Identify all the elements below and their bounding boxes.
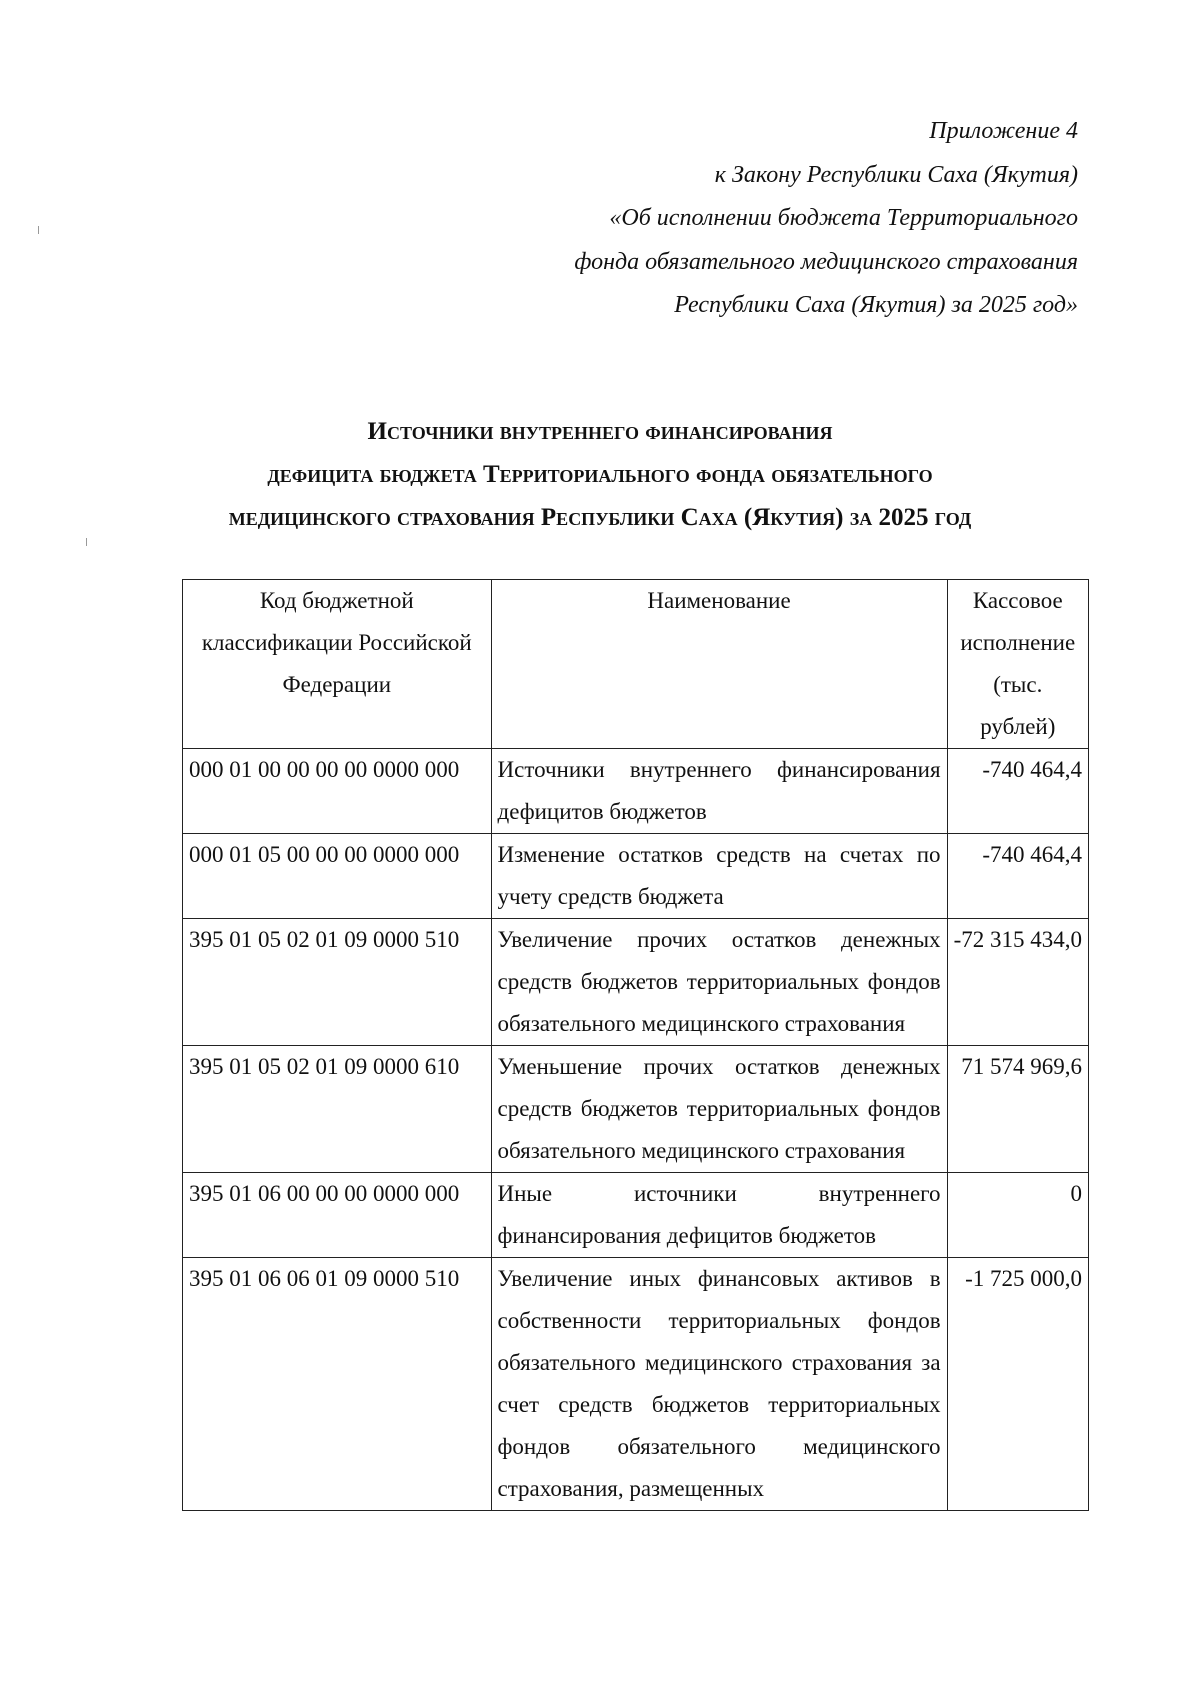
cell-code: 000 01 00 00 00 00 0000 000 bbox=[183, 749, 492, 834]
appendix-line: Приложение 4 bbox=[929, 118, 1078, 144]
cell-code: 395 01 05 02 01 09 0000 610 bbox=[183, 1046, 492, 1173]
cell-name: Уменьшение прочих остатков денежных средств бюджетов территориальных фондов обязательного медицинского страхования bbox=[491, 1046, 947, 1173]
cell-name: Изменение остатков средств на счетах по учету средств бюджета bbox=[491, 834, 947, 919]
table-row bbox=[183, 1046, 1089, 1173]
cell-value: 71 574 969,6 bbox=[947, 1046, 1088, 1173]
sources-table bbox=[182, 579, 1089, 1511]
cell-code: 000 01 05 00 00 00 0000 000 bbox=[183, 834, 492, 919]
table-row bbox=[183, 834, 1089, 919]
document-title bbox=[0, 410, 1200, 539]
cell-value: -72 315 434,0 bbox=[947, 919, 1088, 1046]
cell-value: -740 464,4 bbox=[947, 749, 1088, 834]
appendix-line: «Об исполнении бюджета Территориального bbox=[609, 205, 1078, 231]
appendix-line: Республики Саха (Якутия) за 2025 год» bbox=[674, 292, 1078, 318]
scan-margin-mark bbox=[86, 538, 87, 546]
appendix-line: к Закону Республики Саха (Якутия) bbox=[714, 161, 1078, 188]
cell-code: 395 01 06 06 01 09 0000 510 bbox=[183, 1258, 492, 1511]
cell-value: -740 464,4 bbox=[947, 834, 1088, 919]
table-header-row bbox=[183, 580, 1089, 749]
title-line: Источники внутреннего финансирования bbox=[367, 418, 833, 445]
cell-code: 395 01 05 02 01 09 0000 510 bbox=[183, 919, 492, 1046]
table-row bbox=[183, 749, 1089, 834]
table-row bbox=[183, 1173, 1089, 1258]
cell-name: Источники внутреннего финансирования дефицитов бюджетов bbox=[491, 749, 947, 834]
header-name: Наименование bbox=[491, 580, 947, 749]
cell-name: Иные источники внутреннего финансирования дефицитов бюджетов bbox=[491, 1173, 947, 1258]
cell-name: Увеличение прочих остатков денежных средств бюджетов территориальных фондов обязательного медицинского страхования bbox=[491, 919, 947, 1046]
scan-margin-mark bbox=[38, 226, 39, 234]
table-row bbox=[183, 1258, 1089, 1511]
appendix-line: фонда обязательного медицинского страхования bbox=[574, 248, 1078, 275]
cell-code: 395 01 06 00 00 00 0000 000 bbox=[183, 1173, 492, 1258]
appendix-block bbox=[574, 110, 1078, 328]
title-line: медицинского страхования Республики Саха (Якутия) за 2025 год bbox=[228, 504, 972, 531]
table-row bbox=[183, 919, 1089, 1046]
cell-value: 0 bbox=[947, 1173, 1088, 1258]
cell-value: -1 725 000,0 bbox=[947, 1258, 1088, 1511]
title-line: дефицита бюджета Территориального фонда обязательного bbox=[267, 461, 933, 488]
header-value: Кассовое исполнение (тыс. рублей) bbox=[947, 580, 1088, 749]
header-code: Код бюджетной классификации Российской Федерации bbox=[183, 580, 492, 749]
cell-name: Увеличение иных финансовых активов в собственности территориальных фондов обязательного медицинского страхования за счет средств бюджетов территориальных фондов обязательного медицинского страхования, размещенных bbox=[491, 1258, 947, 1511]
